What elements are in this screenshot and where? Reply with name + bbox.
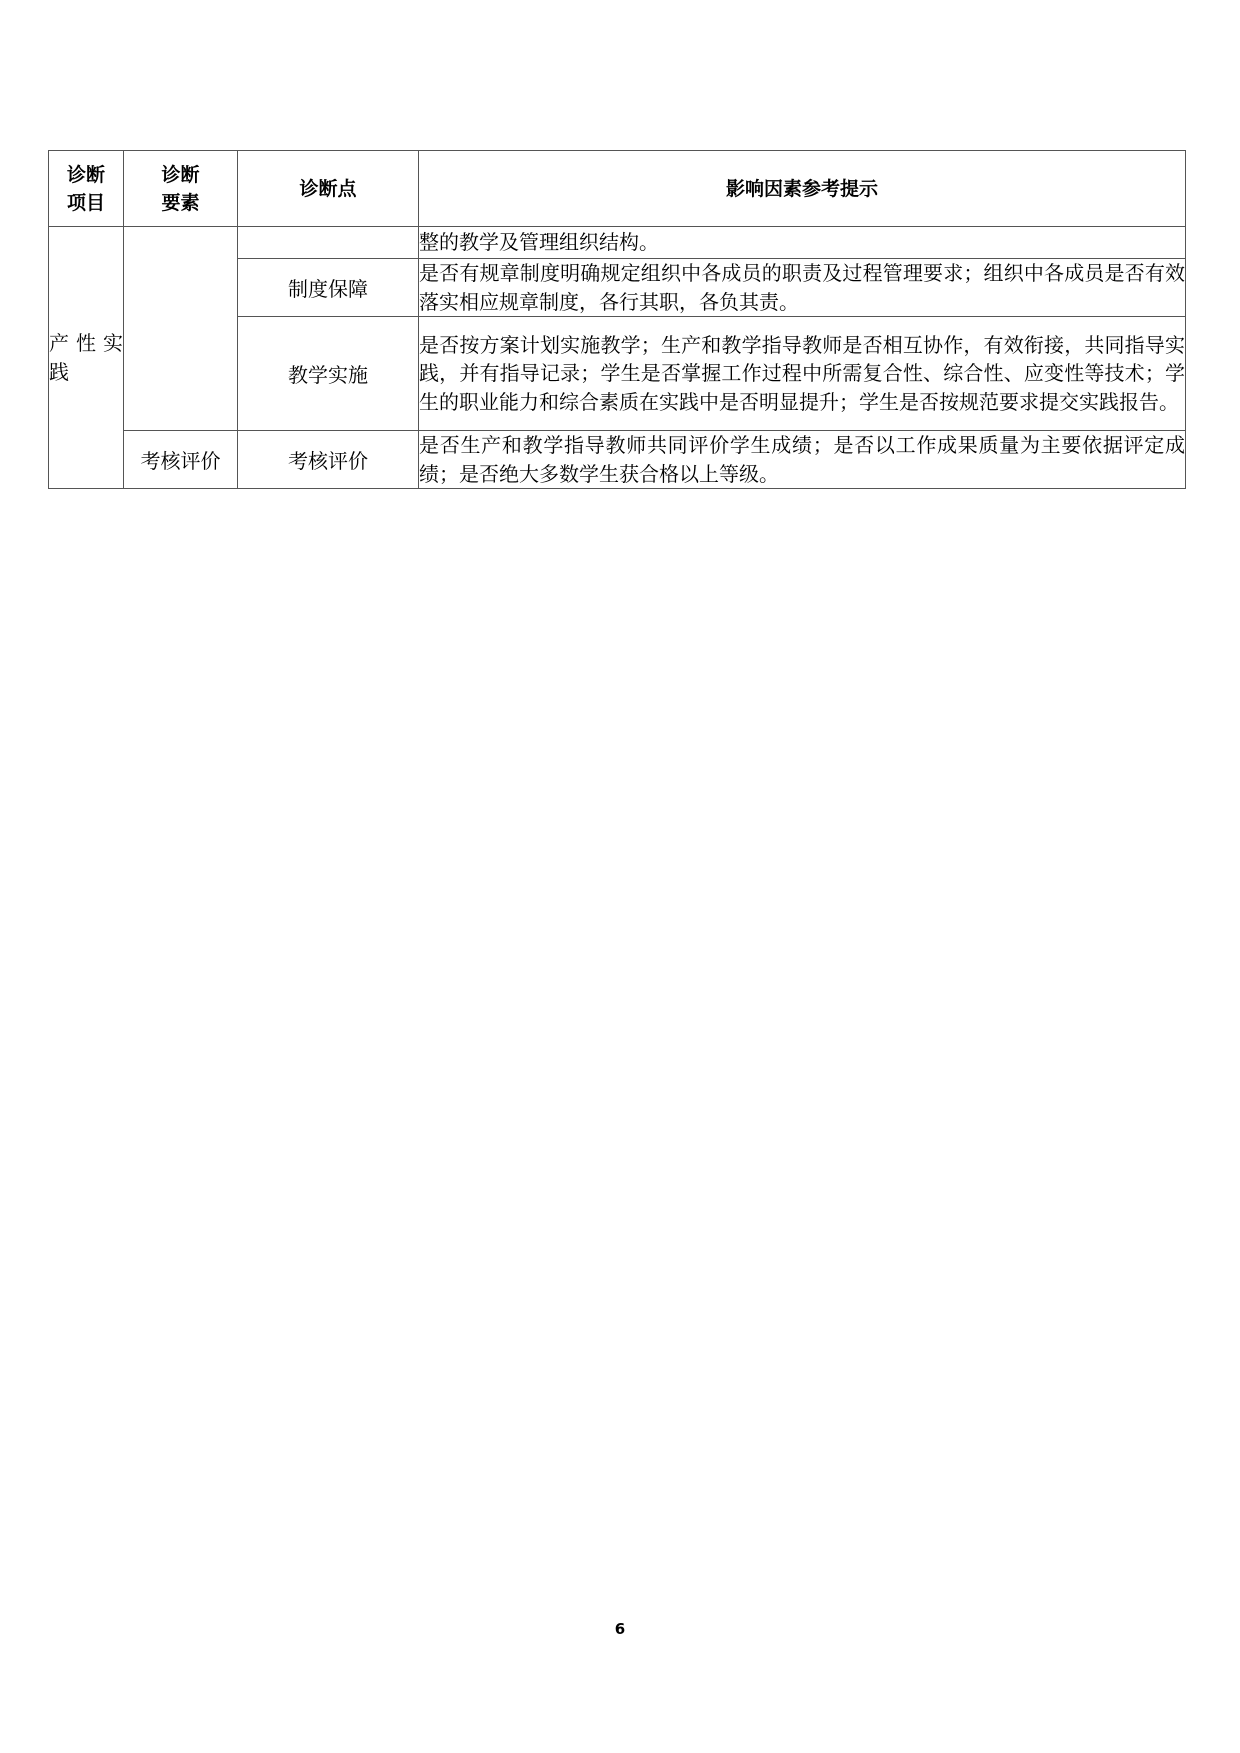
element-cell: 考核评价 [124, 431, 238, 489]
table-header-row [49, 151, 1186, 227]
header-line: 要素 [161, 191, 200, 214]
hint-cell: 是否有规章制度明确规定组织中各成员的职责及过程管理要求；组织中各成员是否有效落实相应规章制度，各行其职，各负其责。 [419, 259, 1186, 317]
header-diagnosis-project [49, 151, 124, 227]
hint-cell: 是否按方案计划实施教学；生产和教学指导教师是否相互协作，有效衔接，共同指导实践，并有指导记录；学生是否掌握工作过程中所需复合性、综合性、应变性等技术；学生的职业能力和综合素质在实践中是否明显提升；学生是否按规范要求提交实践报告。 [419, 317, 1186, 431]
hint-cell: 是否生产和教学指导教师共同评价学生成绩；是否以工作成果质量为主要依据评定成绩；是否绝大多数学生获合格以上等级。 [419, 431, 1186, 489]
diagnosis-table [48, 150, 1186, 489]
header-diagnosis-element [124, 151, 238, 227]
point-cell: 制度保障 [238, 259, 419, 317]
table-row [49, 227, 1186, 259]
project-cell: 产 性 实践 [49, 227, 124, 489]
point-cell: 考核评价 [238, 431, 419, 489]
header-line: 项目 [66, 191, 105, 214]
point-cell [238, 227, 419, 259]
element-cell [124, 227, 238, 431]
header-line: 诊断 [66, 163, 105, 186]
hint-cell: 整的教学及管理组织结构。 [419, 227, 1186, 259]
point-cell: 教学实施 [238, 317, 419, 431]
table-row [49, 431, 1186, 489]
header-influence-hints: 影响因素参考提示 [419, 151, 1186, 227]
header-diagnosis-point: 诊断点 [238, 151, 419, 227]
page-number: 6 [614, 1620, 626, 1638]
header-line: 诊断 [161, 163, 200, 186]
